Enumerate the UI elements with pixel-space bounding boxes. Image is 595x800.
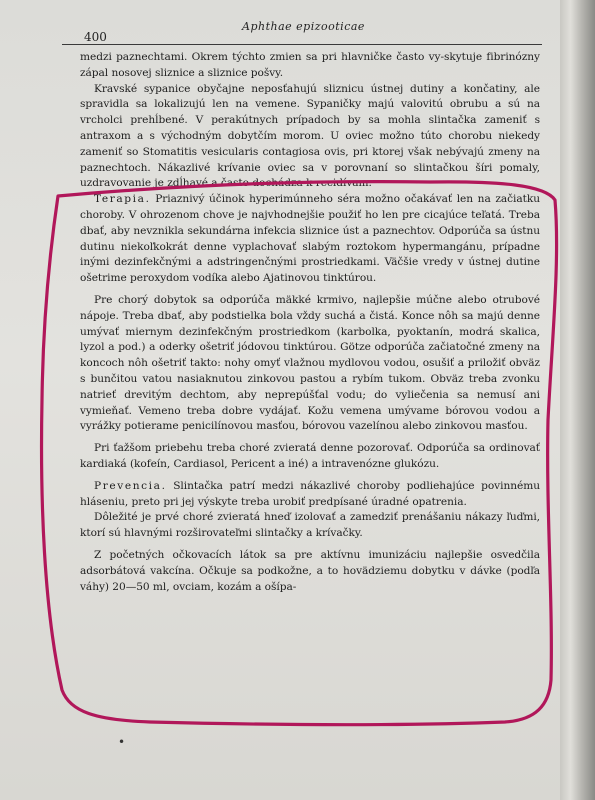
intro-paragraph: medzi paznechtami. Okrem týchto zmien sa pri hlavničke často vy-skytuje fibrinózny zápal nosovej sliznice a sliznice pošvy. xyxy=(80,51,540,79)
page-number: 400 xyxy=(84,30,107,44)
next-page-edge xyxy=(560,0,595,800)
running-title: Aphthae epizooticae xyxy=(242,20,365,33)
body-text xyxy=(80,50,540,595)
therapy-paragraph: Pre chorý dobytok sa odporúča mäkké krmivo, najlepšie múčne alebo otrubové nápoje. Treba dbať, aby podstielka bola vždy suchá a čistá. Konce nôh sa majú denne umývať miernym dezinfekčným prostriedkom (karbolka, pyoktanín, modrá skalica, lyzol a pod.) a oderky ošetriť jódovou tinktúrou. Götze odporúča začiatočné zmeny na koncoch nôh ošetriť takto: nohy omyť vlažnou mydlovou vodou, osušiť a priložiť obväz s bunčitou vatou nasiaknutou zinkovou pastou a rybím tukom. Obväz treba zvonku natrieť drevitým dechtom, aby neprepúšťal vodu; do vyliečenia sa nemusí ani vymieňať. Vemeno treba dobre vydájať. Kožu vemena umývame bórovou vodou a vyrážky potierame penicilínovou masťou, bórovou vazelínou alebo zinkovou masťou. xyxy=(80,293,540,433)
intro-paragraph: Kravské sypanice obyčajne neposťahujú sliznicu ústnej dutiny a končatiny, ale spravidla sa lokalizujú len na vemene. Sypaničky majú valovitú obrubu a sú na vrcholci prehĺbené. V perakútnych prípadoch by sa mohla slintačka zameniť s antraxom a s východným dobytčím morom. U oviec možno túto chorobu niekedy zameniť so Stomatitis vesicularis contagiosa ovis, pri ktorej však nebývajú zmeny na paznechtoch. Nákazlivé krívanie oviec sa v porovnaní so slintačkou šíri pomaly, uzdravovanie je zdĺhavé a často dochádza k recidívam. xyxy=(80,82,540,190)
prevention-paragraph: Prevencia. Slintačka patrí medzi nákazlivé choroby podliehajúce povinnému hláseniu, preto pri jej výskyte treba urobiť predpísané úradné opatrenia. xyxy=(80,479,540,508)
therapy-paragraph: Pri ťažšom priebehu treba choré zvieratá denne pozorovať. Odporúča sa ordinovať kardiaká (kofeín, Cardiasol, Pericent a iné) a intravenózne glukózu. xyxy=(80,442,540,470)
prevention-paragraph: Z početných očkovacích látok sa pre aktívnu imunizáciu najlepšie osvedčila adsorbátová vakcína. Očkuje sa podkožne, a to hovädziemu dobytku v dávke (podľa váhy) 20—50 ml, ovciam, kozám a ošípa- xyxy=(80,548,540,593)
prevention-paragraph: Dôležité je prvé choré zvieratá hneď izolovať a zamedziť prenášaniu nákazy ľuďmi, ktorí sú hlavnými rozširovateľmi slintačky a krívačky. xyxy=(80,511,540,540)
stray-mark: • xyxy=(118,735,126,749)
prevention-heading: Prevencia. xyxy=(94,479,167,492)
therapy-heading: Terapia. xyxy=(94,193,151,206)
page-header xyxy=(62,20,542,45)
therapy-paragraph: Terapia. Priaznivý účinok hyperimúnneho séra možno očakávať len na začiatku choroby. V ohrozenom chove je najvhodnejšie použiť ho len pre cicajúce teľatá. Treba dbať, aby nevznikla sekundárna infekcia sliznice úst a paznechtov. Odporúča sa ústnu dutinu niekoľkokrát denne vyplachovať slabým roztokom hypermangánu, prípadne inými dezinfekčnými a adstringenčnými prostriedkami. Väčšie vredy v ústnej dutine ošetrime peroxydom vodíka alebo Ajatinovou tinktúrou. xyxy=(80,193,540,285)
